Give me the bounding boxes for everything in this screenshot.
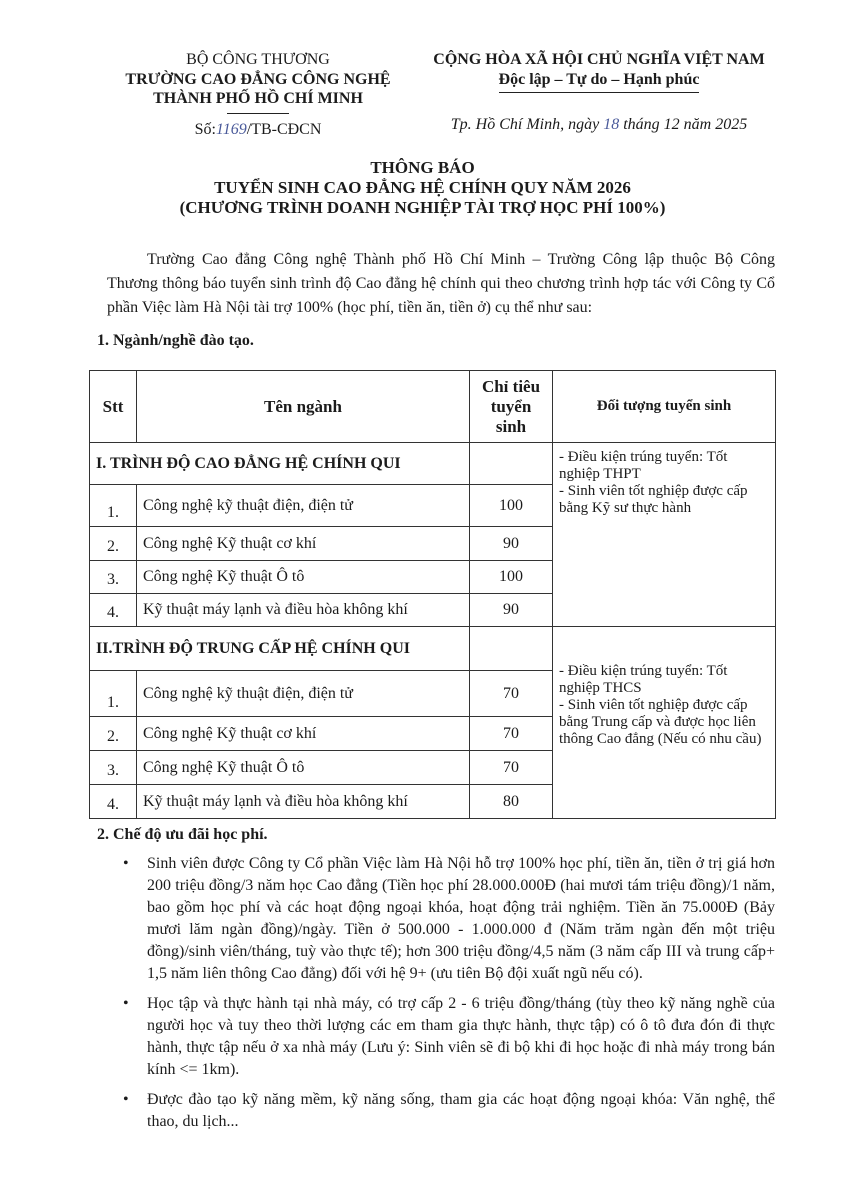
intro-paragraph: Trường Cao đẳng Công nghệ Thành phố Hồ Chí Minh – Trường Công lập thuộc Bộ Công Thương thông báo tuyển sinh trình độ Cao đẳng hệ chính qui theo chương trình hợp tác với Công ty Cổ phần Việc làm Hà Nội tài trợ 100% (học phí, tiền ăn, tiền ở) cụ thể như sau:	[107, 251, 775, 316]
target-degree: - Sinh viên tốt nghiệp được cấp bằng Trung cấp và được học liên thông Cao đẳng (Nếu có nhu cầu)	[559, 697, 762, 747]
header-quota	[470, 371, 553, 443]
bullet-icon: •	[123, 995, 129, 1012]
row-quota: 100	[470, 485, 553, 527]
list-item-text: Sinh viên được Công ty Cổ phần Việc làm Hà Nội hỗ trợ 100% học phí, tiền ăn, tiền ở trị giá hơn 200 triệu đồng/3 năm học Cao đẳng (Tiền học phí 28.000.000Đ (hai mươi tám triệu đồng)/1 năm, bao gồm học phí và các hoạt động ngoại khóa, hoạt động trải nghiệm. Tiền ăn 75.000Đ (Bảy mươi lăm ngàn đồng)/ngày. Tiền ở 500.000 - 1.000.000 đ (Năm trăm ngàn đến một triệu đồng)/sinh viên/tháng, tuỳ vào thực tế); hơn 300 triệu đồng/4,5 năm (3 năm cấp III và trung cấp+ 1,5 năm liên thông Cao đẳng) đối với hệ 9+ (ưu tiên Bộ đội xuất ngũ nếu có).	[147, 855, 775, 982]
issuer-underline	[227, 113, 289, 114]
group-row	[90, 627, 776, 671]
group-quota-empty	[470, 627, 553, 671]
row-number: 1.	[90, 485, 137, 527]
row-number: 2.	[90, 527, 137, 561]
national-motto: Độc lập – Tự do – Hạnh phúc	[498, 71, 700, 88]
row-number: 4.	[90, 594, 137, 627]
issuer-block	[108, 50, 408, 140]
row-number: 3.	[90, 561, 137, 594]
header-target: Đối tượng tuyển sinh	[553, 371, 776, 443]
majors-table	[89, 370, 776, 819]
republic-name: CỘNG HÒA XÃ HỘI CHỦ NGHĨA VIỆT NAM	[433, 51, 765, 68]
national-header	[418, 50, 780, 135]
group-quota-empty	[470, 443, 553, 485]
row-major-name: Công nghệ Kỹ thuật Ô tô	[137, 751, 470, 785]
header-quota-line3: sinh	[495, 416, 527, 436]
notice-title	[60, 158, 785, 218]
ministry-name: BỘ CÔNG THƯƠNG	[186, 51, 330, 68]
row-major-name: Công nghệ kỹ thuật điện, điện tử	[137, 485, 470, 527]
row-major-name: Kỹ thuật máy lạnh và điều hòa không khí	[137, 785, 470, 819]
row-major-name: Công nghệ Kỹ thuật cơ khí	[137, 717, 470, 751]
title-line1: THÔNG BÁO	[370, 158, 475, 177]
bullet-icon: •	[123, 1091, 129, 1108]
header-name: Tên ngành	[137, 371, 470, 443]
row-quota: 90	[470, 594, 553, 627]
target-cell	[553, 443, 776, 627]
list-item	[117, 993, 775, 1081]
document-number	[108, 120, 408, 140]
list-item-text: Học tập và thực hành tại nhà máy, có trợ cấp 2 - 6 triệu đồng/tháng (tùy theo kỹ năng nghề của người học và tuy theo thời lượng các em tham gia thực hành, thực tập) có ô tô đưa đón đi thực hành, thực tập nếu ở xa nhà máy (Lưu ý: Sinh viên sẽ đi bộ khi đi học hoặc đi nhà máy trong bán kính <= 1km).	[147, 995, 775, 1078]
row-quota: 70	[470, 717, 553, 751]
target-condition: - Điều kiện trúng tuyển: Tốt nghiệp THCS	[559, 663, 728, 696]
table-header-row	[90, 371, 776, 443]
docno-suffix: /TB-CĐCN	[246, 121, 322, 138]
title-line2: TUYỂN SINH CAO ĐẲNG HỆ CHÍNH QUY NĂM 2026	[214, 178, 631, 197]
bullet-icon: •	[123, 855, 129, 872]
group-title: I. TRÌNH ĐỘ CAO ĐẲNG HỆ CHÍNH QUI	[90, 443, 470, 485]
row-number: 1.	[90, 671, 137, 717]
row-major-name: Kỹ thuật máy lạnh và điều hòa không khí	[137, 594, 470, 627]
school-name-line1: TRƯỜNG CAO ĐẲNG CÔNG NGHỆ	[125, 71, 391, 88]
row-major-name: Công nghệ Kỹ thuật Ô tô	[137, 561, 470, 594]
list-item	[117, 1089, 775, 1133]
issue-date	[418, 115, 780, 135]
group-row	[90, 443, 776, 485]
row-quota: 80	[470, 785, 553, 819]
date-day-handwritten: 18	[603, 116, 620, 133]
target-cell	[553, 627, 776, 819]
row-number: 2.	[90, 717, 137, 751]
benefits-list	[117, 853, 775, 1141]
section-heading-tuition: 2. Chế độ ưu đãi học phí.	[97, 826, 268, 843]
docno-prefix: Số:	[194, 121, 216, 138]
motto-underline	[499, 92, 699, 93]
group-title: II.TRÌNH ĐỘ TRUNG CẤP HỆ CHÍNH QUI	[90, 627, 470, 671]
row-quota: 90	[470, 527, 553, 561]
row-quota: 70	[470, 751, 553, 785]
row-number: 4.	[90, 785, 137, 819]
row-major-name: Công nghệ kỹ thuật điện, điện tử	[137, 671, 470, 717]
row-number: 3.	[90, 751, 137, 785]
row-quota: 70	[470, 671, 553, 717]
target-condition: - Điều kiện trúng tuyển: Tốt nghiệp THPT	[559, 449, 728, 482]
header-stt: Stt	[90, 371, 137, 443]
list-item	[117, 853, 775, 985]
row-quota: 100	[470, 561, 553, 594]
school-name-line2: THÀNH PHỐ HỒ CHÍ MINH	[153, 90, 363, 107]
header-quota-line1: Chỉ tiêu	[481, 376, 541, 396]
section-heading-majors: 1. Ngành/nghề đào tạo.	[97, 332, 254, 349]
docno-handwritten: 1169	[215, 121, 247, 138]
date-prefix: Tp. Hồ Chí Minh, ngày	[450, 116, 600, 133]
list-item-text: Được đào tạo kỹ năng mềm, kỹ năng sống, tham gia các hoạt động ngoại khóa: Văn nghệ, thể thao, du lịch...	[147, 1091, 775, 1130]
title-line3: (CHƯƠNG TRÌNH DOANH NGHIỆP TÀI TRỢ HỌC PHÍ 100%)	[179, 198, 666, 217]
row-major-name: Công nghệ Kỹ thuật cơ khí	[137, 527, 470, 561]
header-quota-line2: tuyển	[490, 396, 532, 416]
date-suffix: tháng 12 năm 2025	[623, 116, 748, 133]
target-degree: - Sinh viên tốt nghiệp được cấp bằng Kỹ sư thực hành	[559, 483, 748, 516]
